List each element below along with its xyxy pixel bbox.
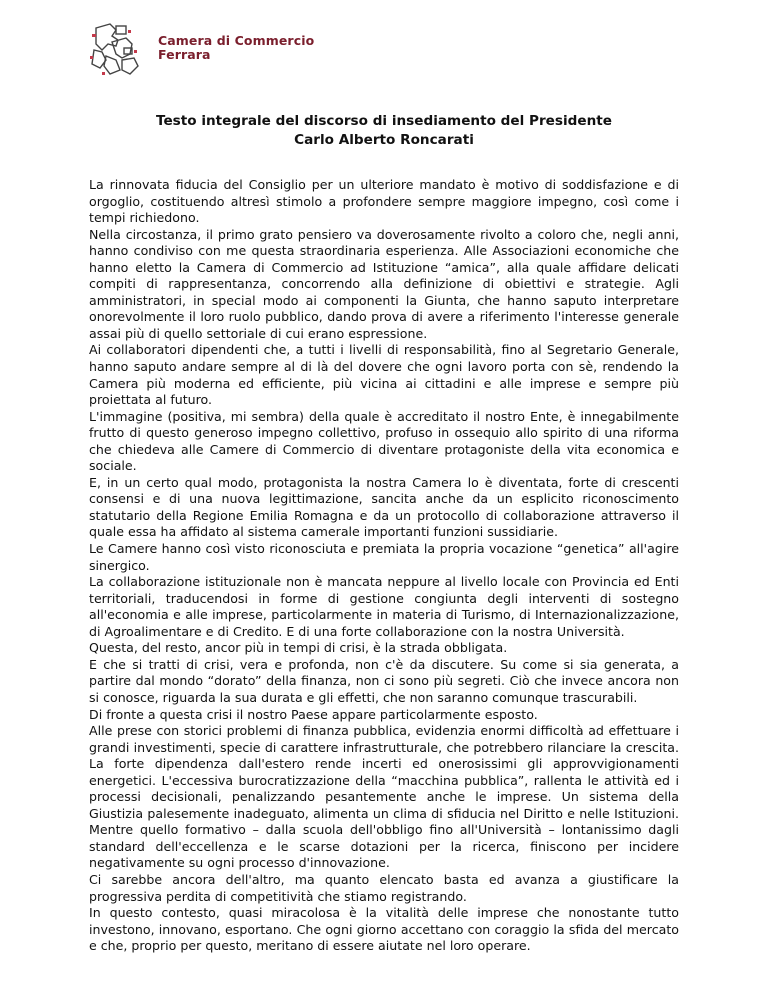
organization-name-line2: Ferrara [158,47,211,62]
letterhead [86,20,326,80]
paragraph: Ci sarebbe ancora dell'altro, ma quanto elencato basta ed avanza a giustificare la progressiva perdita di competitività che stiamo registrando. [89,871,679,904]
paragraph: Nella circostanza, il primo grato pensiero va doverosamente rivolto a coloro che, negli anni, hanno condiviso con me questa straordinaria esperienza. Alle Associazioni economiche che hanno eletto la Camera di Commercio ad Istituzione “amica”, alla quale affidare delicati compiti di rappresentanza, concorrendo alla definizione di obiettivi e strategie. Agli amministratori, in special modo ai componenti la Giunta, che hanno saputo interpretare onorevolmente il loro ruolo pubblico, dando prova di avere a riferimento l'interesse generale assai più di quello settoriale di cui erano espressione. [89,226,679,341]
paragraph: E, in un certo qual modo, protagonista la nostra Camera lo è diventata, forte di crescenti consensi e di una nuova legittimazione, sancita anche da un esplicito riconoscimento statutario della Regione Emilia Romagna e da un protocollo di collaborazione attraverso il quale essa ha affidato al sistema camerale importanti funzioni sussidiarie. [89,474,679,540]
title-line2: Carlo Alberto Roncarati [294,132,474,148]
paragraph: La rinnovata fiducia del Consiglio per un ulteriore mandato è motivo di soddisfazione e di orgoglio, costituendo altresì stimolo a profondere sempre maggiore impegno, così come i tempi richiedono. [89,177,679,226]
title-line1: Testo integrale del discorso di insediamento del Presidente [155,113,612,129]
paragraph: Le Camere hanno così visto riconosciuta e premiata la propria vocazione “genetica” all'agire sinergico. [89,541,679,573]
paragraph: In questo contesto, quasi miracolosa è la vitalità delle imprese che nonostante tutto investono, innovano, esportano. Che ogni giorno accettano con coraggio la sfida del mercato e che, proprio per questo, meritano di essere aiutate nel loro operare. [89,905,679,954]
paragraph: Alle prese con storici problemi di finanza pubblica, evidenzia enormi difficoltà ad effettuare i grandi investimenti, specie di carattere infrastrutturale, che potrebbero rilanciare la crescita. La forte dipendenza dall'estero rende incerti ed onerosissimi gli approvvigionamenti energetici. L'eccessiva burocratizzazione della “macchina pubblica”, rallenta le attività ed i processi decisionali, penalizzando pesantemente anche le imprese. Un sistema della Giustizia palesemente inadeguato, alimenta un clima di sfiducia nel Diritto e nelle Istituzioni. Mentre quello formativo – dalla scuola dell'obbligo fino all'Università – lontanissimo dagli standard dell'eccellenza e le scarse dotazioni per la ricerca, finiscono per incidere negativamente su ogni processo d'innovazione. [89,723,679,871]
paragraph: E che si tratti di crisi, vera e profonda, non c'è da discutere. Su come si sia generata, a partire dal mondo “dorato” della finanza, non ci sono più segreti. Ciò che invece ancora non si conosce, riguarda la sua durata e gli effetti, che non saranno comunque trascurabili. [89,656,679,705]
organization-name-line1: Camera di Commercio [158,33,315,48]
paragraph: Ai collaboratori dipendenti che, a tutti i livelli di responsabilità, fino al Segretario Generale, hanno saputo andare sempre al di là del dovere che ogni lavoro porta con sè, rendendo la Camera più moderna ed efficiente, più vicina ai cittadini e alle imprese e sempre più proiettata al futuro. [89,342,679,408]
organization-name [158,34,314,62]
paragraph: Questa, del resto, ancor più in tempi di crisi, è la strada obbligata. [89,640,508,656]
speech-body [89,177,679,955]
paragraph: La collaborazione istituzionale non è mancata neppure al livello locale con Provincia ed Enti territoriali, traducendosi in forme di gestione congiunta degli interventi di sostegno all'economia e alle imprese, particolarmente in materia di Turismo, di Internazionalizzazione, di Agroalimentare e di Credito. E di una forte collaborazione con la nostra Università. [89,574,679,639]
paragraph: Di fronte a questa crisi il nostro Paese appare particolarmente esposto. [89,706,538,722]
paragraph: L'immagine (positiva, mi sembra) della quale è accreditato il nostro Ente, è innegabilmente frutto di questo generoso impegno collettivo, profuso in ossequio allo spirito di una riforma che chiedeva alle Camere di Commercio di diventare protagoniste della vita economica e sociale. [89,408,679,474]
chamber-seal-icon [86,20,144,78]
document-title [0,112,768,150]
